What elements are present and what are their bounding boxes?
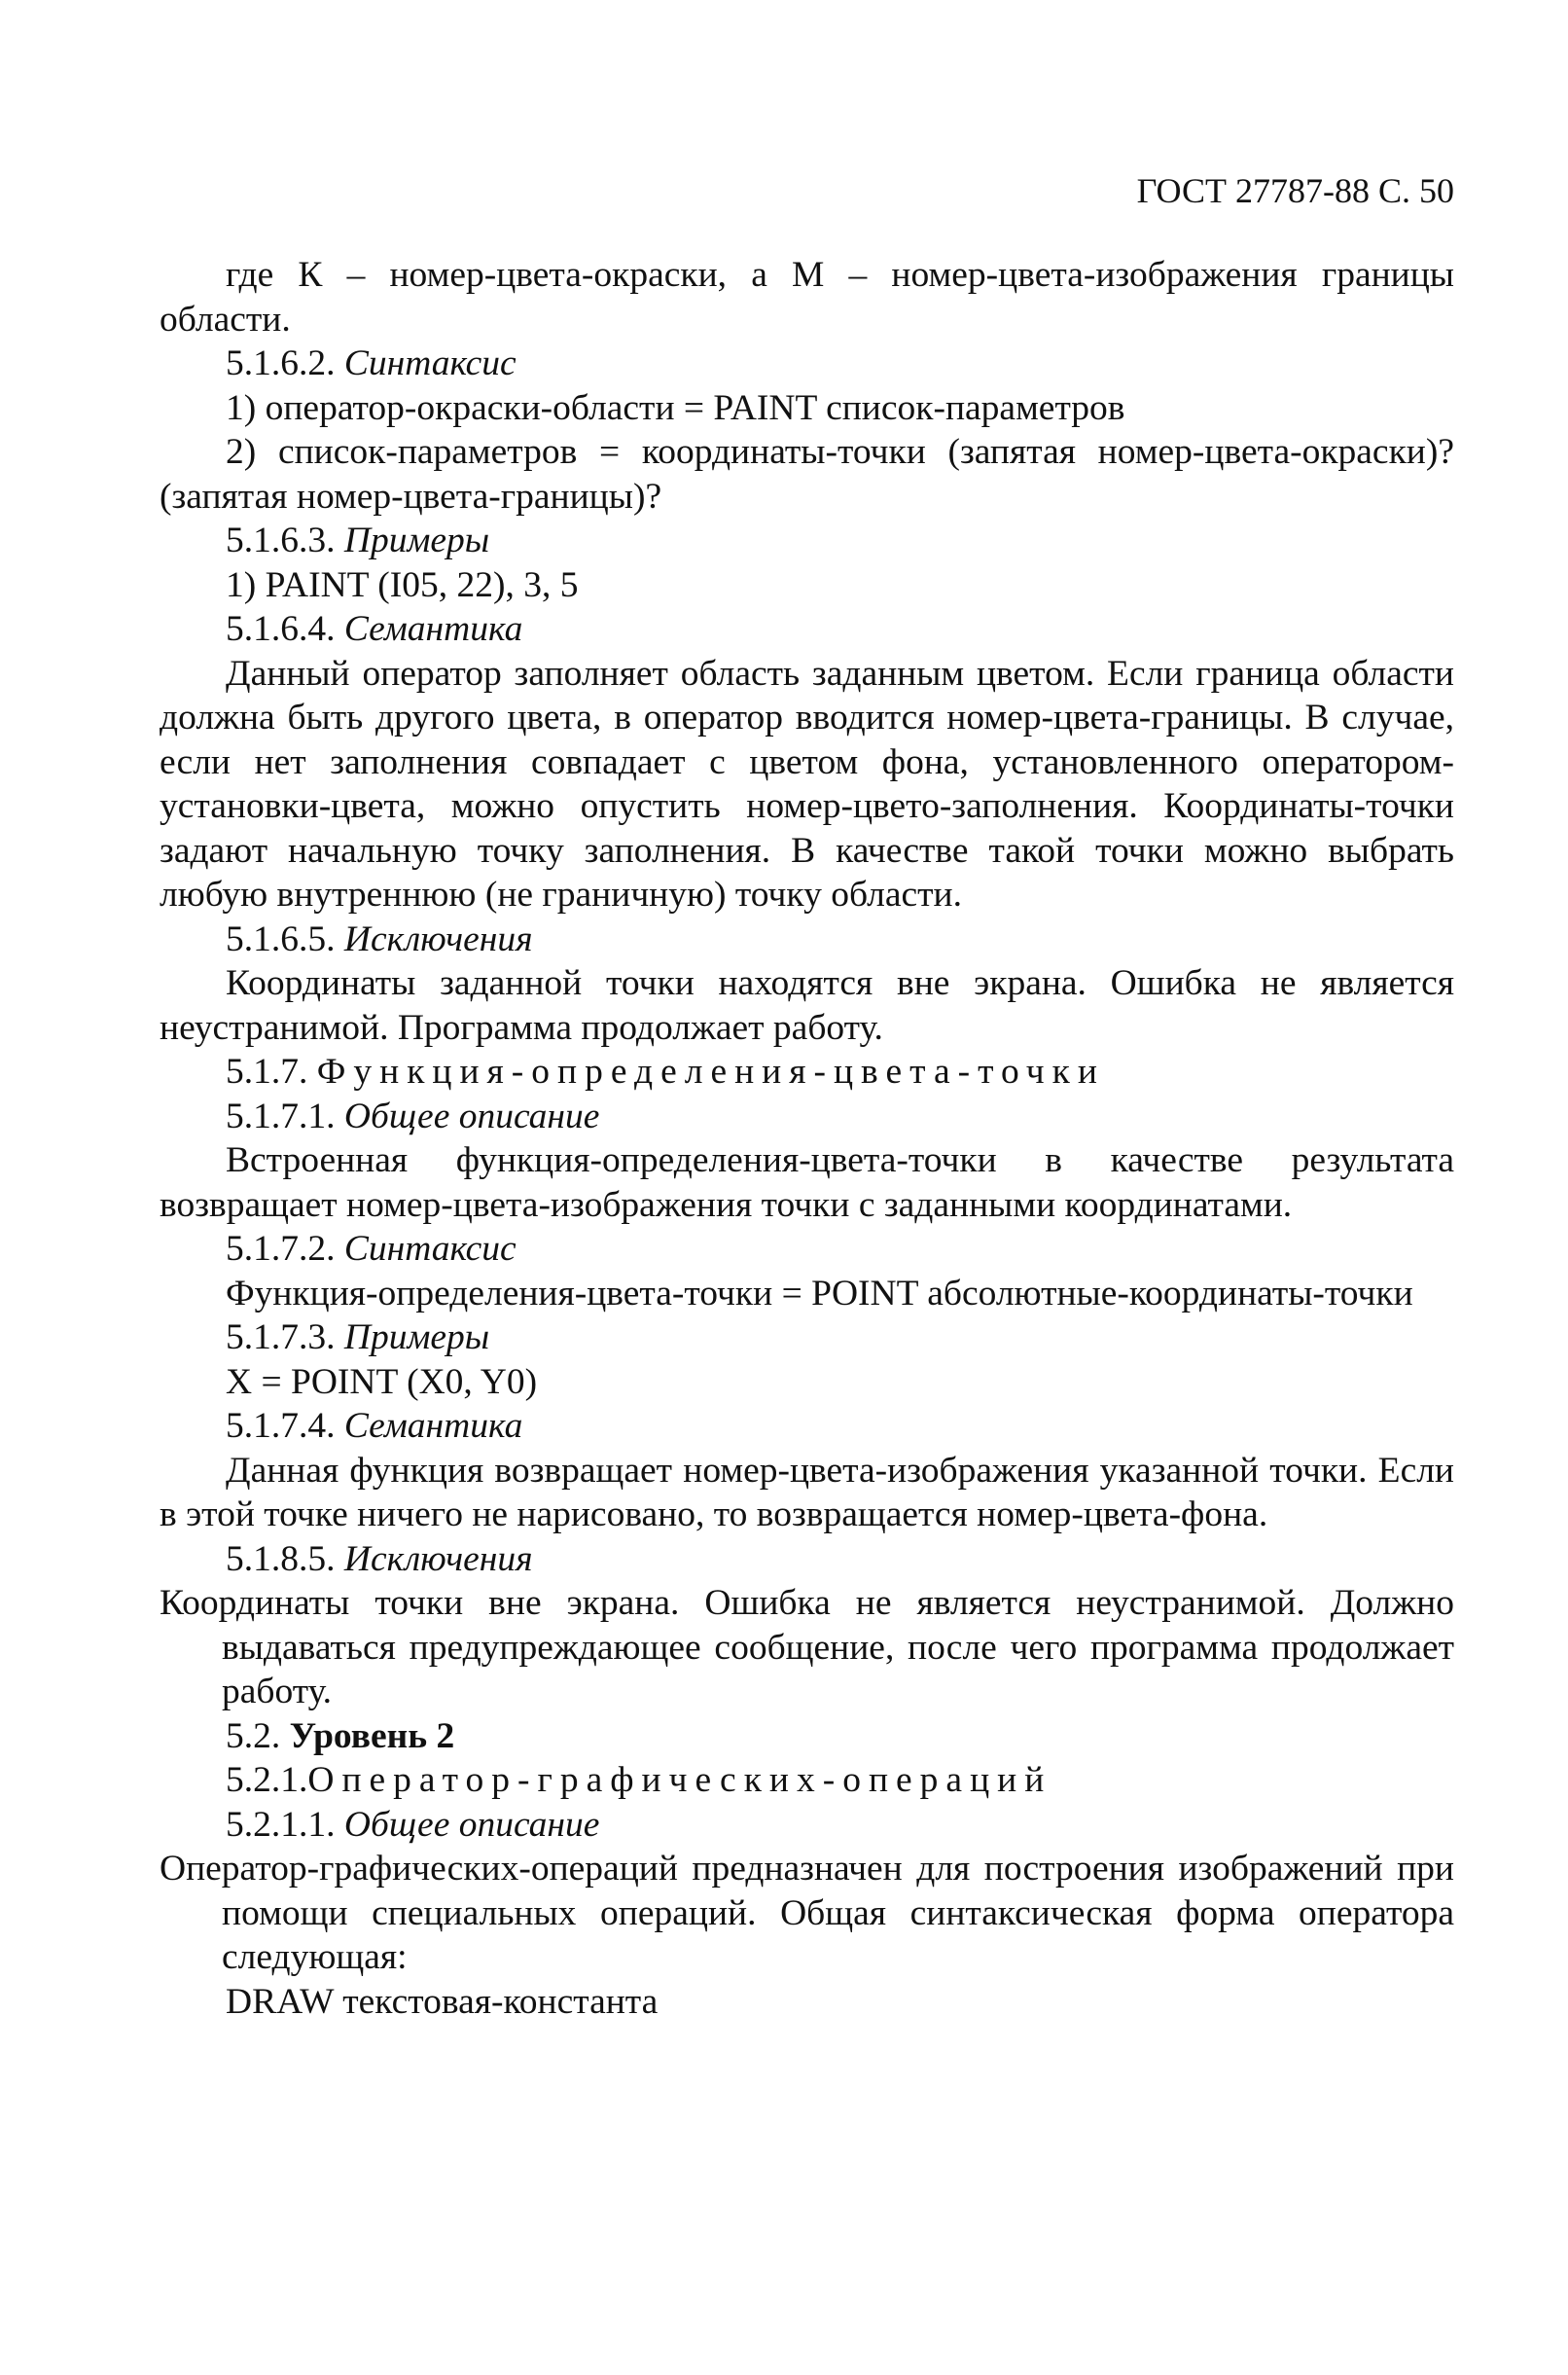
section-heading bbox=[160, 1095, 1454, 1139]
section-title: Общее описание bbox=[343, 1804, 600, 1845]
section-number: 5.1.7.4. bbox=[226, 1406, 336, 1446]
section-title: Семантика bbox=[343, 609, 523, 649]
section-heading bbox=[160, 342, 1454, 386]
section-title: Исключения bbox=[343, 1538, 533, 1579]
section-title: Общее описание bbox=[343, 1096, 600, 1136]
section-number: 5.1.7. bbox=[226, 1052, 308, 1092]
semantics-paragraph: Данный оператор заполняет область заданным цветом. Если граница области должна быть другого цвета, в оператор вводится номер-цвета-границы. В случае, если нет заполнения совпадает с цветом фона, установленного оператором-установки-цвета, можно опустить номер-цвето-заполнения. Координаты-точки задают начальную точку заполнения. В качестве такой точки можно выбрать любую внутреннюю (не граничную) точку области. bbox=[160, 653, 1454, 915]
document-body bbox=[160, 253, 1454, 2024]
section-number: 5.2.1.1. bbox=[226, 1804, 336, 1845]
section-heading bbox=[160, 1315, 1454, 1360]
section-heading bbox=[160, 519, 1454, 563]
section-number: 5.1.6.2. bbox=[226, 343, 336, 383]
section-heading bbox=[160, 1227, 1454, 1272]
example-line: 1) PAINT (I05, 22), 3, 5 bbox=[226, 564, 579, 605]
section-number: 5.1.7.3. bbox=[226, 1317, 336, 1357]
section-number: 5.1.8.5. bbox=[226, 1538, 336, 1579]
section-title: Примеры bbox=[343, 1317, 490, 1357]
section-heading bbox=[160, 1758, 1454, 1803]
section-number: 5.1.7.1. bbox=[226, 1096, 336, 1136]
section-number: 5.2. bbox=[226, 1715, 281, 1756]
section-heading bbox=[160, 1537, 1454, 1582]
example-line: X = POINT (X0, Y0) bbox=[226, 1361, 538, 1402]
section-title: Исключения bbox=[343, 918, 533, 959]
section-heading bbox=[160, 1404, 1454, 1449]
syntax-line: 2) список-параметров = координаты-точки (запятая номер-цвета-окраски)? (запятая номер-цвета-границы)? bbox=[160, 432, 1454, 517]
syntax-line: 1) оператор-окраски-области = PAINT список-параметров bbox=[226, 387, 1125, 428]
description-paragraph: Встроенная функция-определения-цвета-точки в качестве результата возвращает номер-цвета-изображения точки с заданными координатами. bbox=[160, 1140, 1454, 1225]
section-heading bbox=[160, 1803, 1454, 1848]
paragraph-boundary-note: где К – номер-цвета-окраски, а М – номер-цвета-изображения границы области. bbox=[160, 255, 1454, 340]
section-heading bbox=[160, 1714, 1454, 1759]
exceptions-paragraph: Координаты точки вне экрана. Ошибка не является неустранимой. Должно выдаваться предупреждающее сообщение, после чего программа продолжает работу. bbox=[160, 1583, 1454, 1711]
section-title: Оператор-графических-операций bbox=[307, 1760, 1052, 1800]
syntax-line: Функция-определения-цвета-точки = POINT абсолютные-координаты-точки bbox=[226, 1273, 1413, 1313]
semantics-paragraph: Данная функция возвращает номер-цвета-изображения указанной точки. Если в этой точке ничего не нарисовано, то возвращается номер-цвета-фона. bbox=[160, 1450, 1454, 1534]
section-heading bbox=[160, 607, 1454, 652]
draw-syntax-line: DRAW текстовая-константа bbox=[226, 1981, 659, 2022]
page-header: ГОСТ 27787-88 С. 50 bbox=[1136, 171, 1454, 210]
section-number: 5.1.6.4. bbox=[226, 609, 336, 649]
section-heading bbox=[160, 918, 1454, 962]
section-number: 5.1.6.5. bbox=[226, 918, 336, 959]
section-number: 5.2.1. bbox=[226, 1760, 308, 1800]
section-title: Примеры bbox=[343, 521, 490, 560]
section-title: Синтаксис bbox=[343, 1229, 517, 1269]
section-title: Синтаксис bbox=[343, 343, 517, 383]
section-title: Семантика bbox=[343, 1406, 523, 1446]
section-heading bbox=[160, 1050, 1454, 1095]
description-paragraph: Оператор-графических-операций предназначен для построения изображений при помощи специальных операций. Общая синтаксическая форма оператора следующая: bbox=[160, 1849, 1454, 1977]
section-title: Функция-определения-цвета-точки bbox=[316, 1052, 1105, 1092]
exceptions-paragraph: Координаты заданной точки находятся вне экрана. Ошибка не является неустранимой. Программа продолжает работу. bbox=[160, 963, 1454, 1048]
section-title: Уровень 2 bbox=[289, 1715, 455, 1756]
section-number: 5.1.6.3. bbox=[226, 521, 336, 560]
section-number: 5.1.7.2. bbox=[226, 1229, 336, 1269]
